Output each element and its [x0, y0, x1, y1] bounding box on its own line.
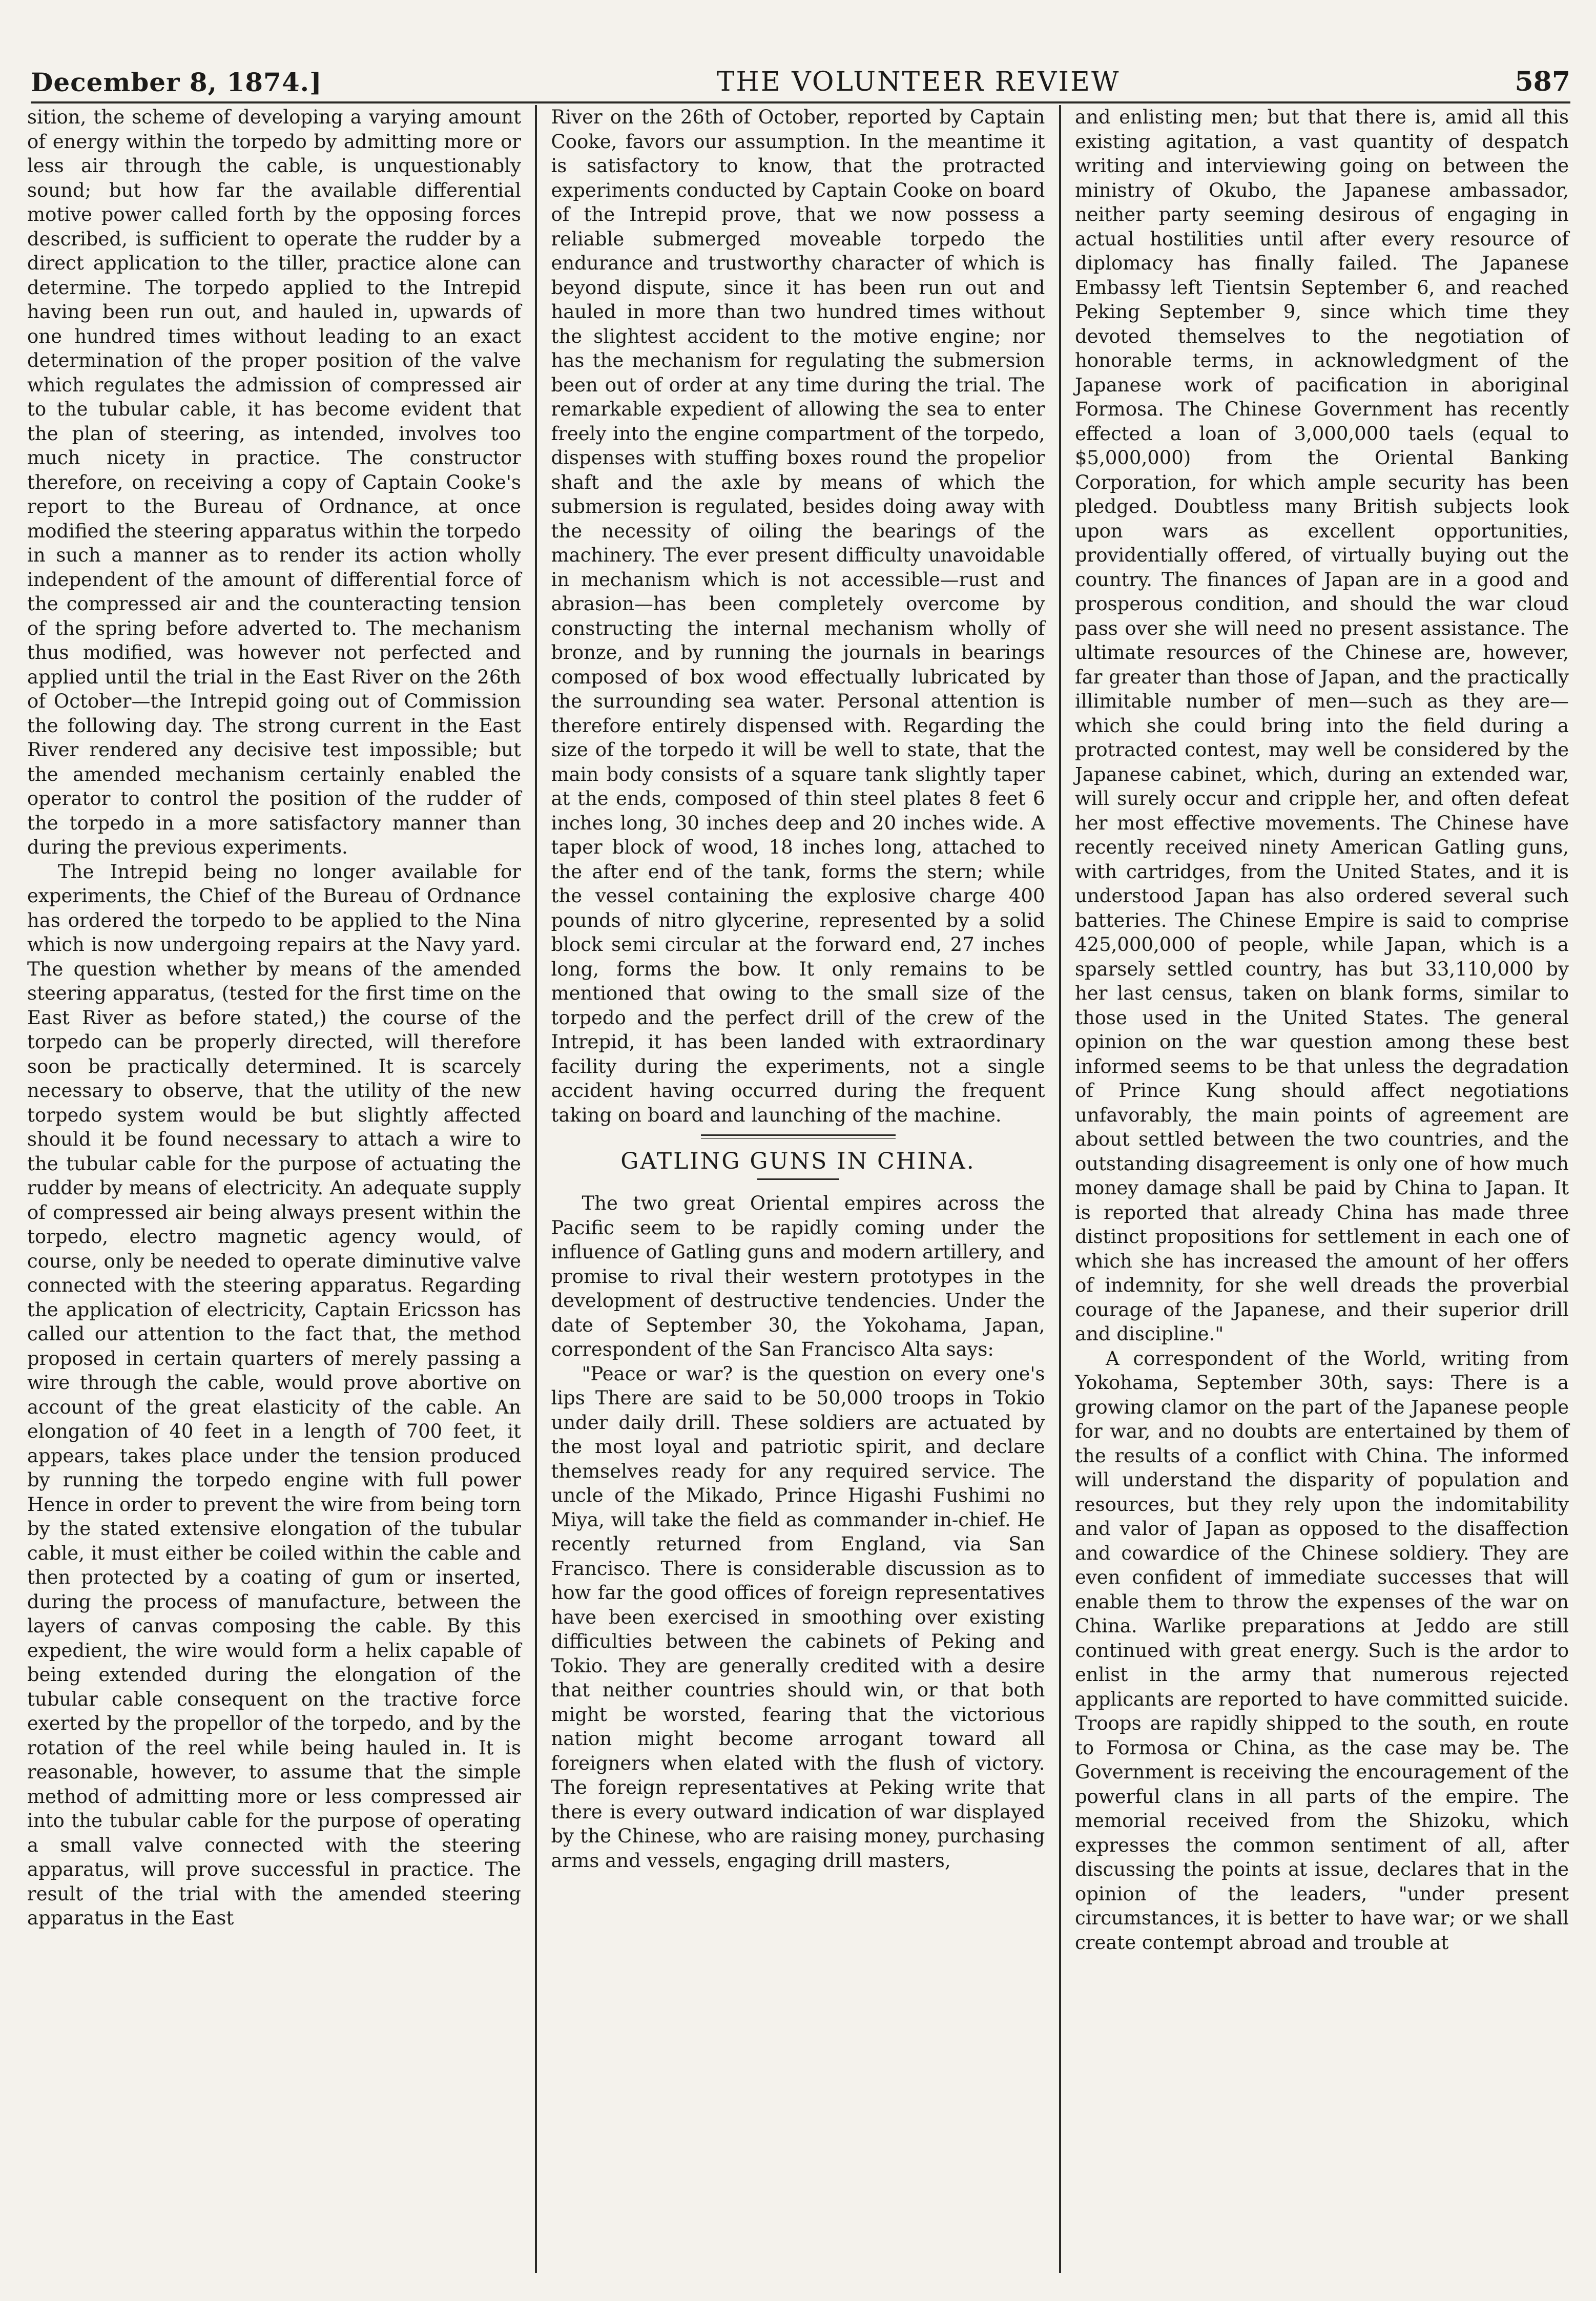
- columns: [23, 105, 1573, 2273]
- column-2-paragraph: River on the 26th of October, reported by Captain Cooke, favors our assumption. In the meantime it is satisfactory to know, that the protracted experiments conducted by Captain Cooke on board of the Intrepid prove, that we now possess a reliable submerged moveable torpedo the endurance and trustworthy character of which is beyond dispute, since it has been run out and hauled in more than two hundred times without the slightest accident to the motive engine; nor has the mechanism for regulating the submersion been out of order at any time during the trial. The remarkable expedient of allowing the sea to enter freely into the engine compartment of the torpedo, dispenses with stuffing boxes round the propelior shaft and the axle by means of which the submersion is regulated, besides doing away with the necessity of oiling the bearings of the machinery. The ever present difficulty unavoidable in mechanism which is not accessible—rust and abrasion—has been completely overcome by constructing the internal mechanism wholly of bronze, and by running the journals in bearings composed of box wood effectually lubricated by the surrounding sea water. Personal attention is therefore entirely dispensed with. Regarding the size of the torpedo it will be well to state, that the main body consists of a square tank slightly taper at the ends, composed of thin steel plates 8 feet 6 inches long, 30 inches deep and 20 inches wide. A taper block of wood, 18 inches long, attached to the after end of the tank, forms the stern; while the vessel containing the explosive charge 400 pounds of nitro glycerine, represented by a solid block semi circular at the forward end, 27 inches long, forms the bow. It only remains to be mentioned that owing to the small size of the torpedo and the perfect drill of the crew of the Intrepid, it has been landed with extraordinary facility during the experiments, not a single accident having occurred during the frequent taking on board and launching of the machine.: [551, 106, 1045, 1126]
- column-3-paragraph: A correspondent of the World, writing from Yokohama, September 30th, says: There is a growing clamor on the part of the Japanese people for war, and no doubts are entertained by them of the results of a conflict with China. The informed will understand the disparity of population and resources, but they rely upon the indomitability and valor of Japan as opposed to the disaffection and cowardice of the Chinese soldiery. They are even confident of immediate successes that will enable them to throw the expenses of the war on China. Warlike preparations at Jeddo are still continued with great energy. Such is the ardor to enlist in the army that numerous rejected applicants are reported to have committed suicide. Troops are rapidly shipped to the south, en route to Formosa or China, as the case may be. The Government is receiving the encouragement of the powerful clans in all parts of the empire. The memorial received from the Shizoku, which expresses the common sentiment of all, after discussing the points at issue, declares that in the opinion of the leaders, "under present circumstances, it is better to have war; or we shall create contempt abroad and trouble at: [1075, 1347, 1569, 1954]
- column-1-paragraph: The Intrepid being no longer available for experiments, the Chief of the Bureau of Ordnance has ordered the torpedo to be applied to the Nina which is now undergoing repairs at the Navy yard. The question whether by means of the amended steering apparatus, (tested for the first time on the East River as before stated,) the course of the torpedo can be properly directed, will therefore soon be practically determined. It is scarcely necessary to observe, that the utility of the new torpedo system would be but slightly affected should it be found necessary to attach a wire to the tubular cable for the purpose of actuating the rudder by means of electricity. An adequate supply of compressed air being always present within the torpedo, electro magnetic agency would, of course, only be needed to operate diminutive valve connected with the steering apparatus. Regarding the application of electricity, Captain Ericsson has called our attention to the fact that, the method proposed in certain quarters of merely passing a wire through the cable, would prove abortive on account of the great elasticity of the cable. An elongation of 40 feet in a length of 700 feet, it appears, takes place under the tension produced by running the torpedo engine with full power Hence in order to prevent the wire from being torn by the stated extensive elongation of the tubular cable, it must either be coiled within the cable and then protected by a coating of gum or inserted, during the process of manufacture, between the layers of canvas composing the cable. By this expedient, the wire would form a helix capable of being extended during the elongation of the tubular cable consequent on the tractive force exerted by the propellor of the torpedo, and by the rotation of the reel while being hauled in. It is reasonable, however, to assume that the simple method of admitting more or less compressed air into the tubular cable for the purpose of operating a small valve connected with the steering apparatus, will prove successful in practice. The result of the trial with the amended steering apparatus in the East: [27, 860, 521, 1929]
- header-title: THE VOLUNTEER REVIEW: [716, 67, 1121, 97]
- header-date: December 8, 1874.]: [31, 67, 322, 97]
- section-title: GATLING GUNS IN CHINA.: [620, 1148, 976, 1174]
- column-1-paragraph: sition, the scheme of developing a varying amount of energy within the torpedo by admitting more or less air through the cable, is unquestionably sound; but how far the available differential motive power called forth by the opposing forces described, is sufficient to operate the rudder by a direct application to the tiller, practice alone can determine. The torpedo applied to the Intrepid having been run out, and hauled in, upwards of one hundred times without leading to an exact determination of the proper position of the valve which regulates the admission of compressed air to the tubular cable, it has become evident that the plan of steering, as intended, involves too much nicety in practice. The constructor therefore, on receiving a copy of Captain Cooke's report to the Bureau of Ordnance, at once modified the steering apparatus within the torpedo in such a manner as to render its action wholly independent of the amount of differential force of the compressed air and the counteracting tension of the spring before adverted to. The mechanism thus modified, was however not perfected and applied until the trial in the East River on the 26th of October—the Intrepid going out of Commission the following day. The strong current in the East River rendered any decisive test impossible; but the amended mechanism certainly enabled the operator to control the position of the rudder of the torpedo in a more satisfactory manner than during the previous experiments.: [27, 106, 521, 858]
- column-3: [1071, 105, 1573, 2273]
- column-divider: [1059, 105, 1061, 2273]
- column-divider: [535, 105, 537, 2273]
- column-2-paragraph: "Peace or war? is the question on every one's lips There are said to be 50,000 troops in Tokio under daily drill. These soldiers are actuated by the most loyal and patriotic spirit, and declare themselves ready for any required service. The uncle of the Mikado, Prince Higashi Fushimi no Miya, will take the field as commander in-chief. He recently returned from England, via San Francisco. There is considerable discussion as to how far the good offices of foreign representatives have been exercised in smoothing over existing difficulties between the cabinets of Peking and Tokio. They are generally credited with a desire that neither countries should win, or that both might be worsted, fearing that the victorious nation might become arrogant toward all foreigners when elated with the flush of victory. The foreign representatives at Peking write that there is every outward indication of war displayed by the Chinese, who are raising money, purchasing arms and vessels, engaging drill masters,: [551, 1362, 1045, 1872]
- page-number: 587: [1515, 66, 1570, 97]
- column-2: [547, 105, 1049, 2273]
- column-2-paragraph: The two great Oriental empires across the Pacific seem to be rapidly coming under the influence of Gatling guns and modern artillery, and promise to rival their western prototypes in the development of destructive tendencies. Under the date of September 30, the Yokohama, Japan, correspondent of the San Francisco Alta says:: [551, 1192, 1045, 1360]
- section-divider: [701, 1134, 896, 1139]
- column-3-paragraph: and enlisting men; but that there is, amid all this existing agitation, a vast quantity of despatch writing and interviewing going on between the ministry of Okubo, the Japanese ambassador, neither party seeming desirous of engaging in actual hostilities until after every resource of diplomacy has finally failed. The Japanese Embassy left Tientsin September 6, and reached Peking September 9, since which time they devoted themselves to the negotiation of honorable terms, in acknowledgment of the Japanese work of pacification in aboriginal Formosa. The Chinese Government has recently effected a loan of 3,000,000 taels (equal to $5,000,000) from the Oriental Banking Corporation, for which ample security has been pledged. Doubtless many British subjects look upon wars as excellent opportunities, providentially offered, of virtually buying out the country. The finances of Japan are in a good and prosperous condition, and should the war cloud pass over she will need no present assistance. The ultimate resources of the Chinese are, however, far greater than those of Japan, and the practically illimitable number of men—such as they are—which she could bring into the field during a protracted contest, may well be considered by the Japanese cabinet, which, during an extended war, will surely occur and cripple her, and often defeat her most effective movements. The Chinese have recently received ninety American Gatling guns, with cartridges, from the United States, and it is understood Japan has also ordered several such batteries. The Chinese Empire is said to comprise 425,000,000 of people, while Japan, which is a sparsely settled country, has but 33,110,000 by her last census, taken on blank forms, similar to those used in the United States. The general opinion on the war question among these best informed seems to be that unless the degradation of Prince Kung should affect negotiations unfavorably, the main points of agreement are about settled between the two countries, and the outstanding disagreement is only one of how much money damage shall be paid by China to Japan. It is reported that already China has made three distinct propositions for settlement in each one of which she has increased the amount of her offers of indemnity, for she well dreads the proverbial courage of the Japanese, and their superior drill and discipline.": [1075, 106, 1569, 1345]
- title-underline: [757, 1178, 839, 1180]
- column-1: [23, 105, 525, 2273]
- page-header: [31, 20, 1570, 103]
